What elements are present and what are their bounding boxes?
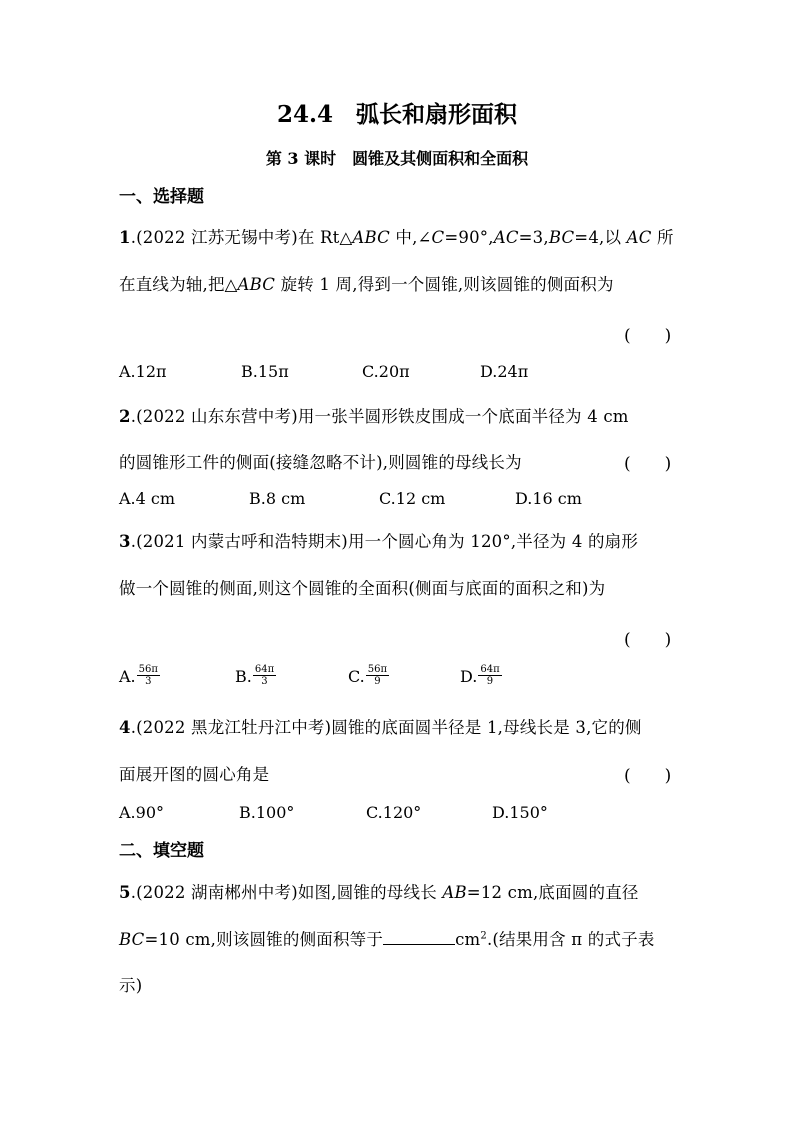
section-heading-fill: 二、填空题	[119, 841, 204, 861]
question-3-number: 3	[119, 532, 131, 551]
q5-text: .(结果用含 π 的式子表	[486, 930, 655, 949]
q1-var: C	[431, 228, 445, 247]
q3-option-b[interactable]	[235, 666, 276, 689]
q2-option-c[interactable]: C.12 cm	[379, 489, 446, 508]
q2-text: .(2022 山东东营中考)用一张半圆形铁皮围成一个底面半径为 4 cm	[130, 407, 629, 426]
q1-text: 旋转 1 周,得到一个圆锥,则该圆锥的侧面积为	[275, 275, 614, 294]
option-label: B.	[235, 667, 252, 686]
denominator: 9	[374, 676, 381, 687]
q1-text: .(2022 江苏无锡中考)在 Rt△	[130, 228, 353, 247]
q1-var: ABC	[237, 275, 276, 294]
question-4-line-2: 面展开图的圆心角是	[119, 765, 270, 784]
q2-option-b[interactable]: B.8 cm	[249, 489, 306, 508]
q5-var: BC	[119, 930, 145, 949]
answer-blank[interactable]	[383, 928, 455, 945]
option-label: A.	[119, 667, 136, 686]
q5-var: AB	[442, 883, 467, 902]
q3-text: .(2021 内蒙古呼和浩特期末)用一个圆心角为 120°,半径为 4 的扇形	[130, 532, 639, 551]
question-3-line-1	[119, 528, 638, 552]
fraction	[478, 664, 501, 687]
q1-text: 在直线为轴,把△	[119, 275, 238, 294]
denominator: 9	[486, 676, 494, 687]
q4-option-c[interactable]: C.120°	[366, 803, 422, 822]
option-label: C.	[348, 667, 365, 686]
page-title: 24.4 弧长和扇形面积	[276, 101, 518, 128]
question-1-number: 1	[119, 228, 131, 247]
q1-option-d[interactable]: D.24π	[480, 362, 529, 381]
q3-option-c[interactable]	[348, 666, 389, 689]
question-1-line-1	[119, 224, 674, 248]
section-heading-choice: 一、选择题	[119, 187, 204, 207]
question-2-line-1	[119, 403, 629, 427]
q3-option-d[interactable]	[460, 666, 502, 689]
question-1-answer-paren[interactable]: ( )	[624, 326, 672, 346]
question-5-line-3: 示)	[119, 976, 143, 995]
q1-var: BC	[548, 228, 575, 247]
q4-option-b[interactable]: B.100°	[239, 803, 295, 822]
question-4-line-1	[119, 714, 642, 738]
q4-text: .(2022 黑龙江牡丹江中考)圆锥的底面圆半径是 1,母线长是 3,它的侧	[130, 718, 642, 737]
question-5-number: 5	[119, 883, 131, 902]
q5-text: =10 cm,则该圆锥的侧面积等于	[144, 930, 384, 949]
numerator: 64π	[480, 664, 500, 675]
q1-option-b[interactable]: B.15π	[241, 362, 289, 381]
question-1-line-2	[119, 271, 614, 295]
question-4-number: 4	[119, 718, 131, 737]
fraction	[137, 664, 160, 687]
q5-text: .(2022 湖南郴州中考)如图,圆锥的母线长	[130, 883, 443, 902]
question-5-line-2	[119, 926, 655, 950]
q1-text: 所	[651, 228, 674, 247]
question-5-line-1	[119, 879, 639, 903]
denominator: 3	[261, 676, 268, 687]
denominator: 3	[145, 676, 152, 687]
numerator: 64π	[254, 664, 275, 675]
page-subtitle: 第 3 课时 圆锥及其侧面积和全面积	[265, 149, 529, 168]
q2-option-d[interactable]: D.16 cm	[515, 489, 582, 508]
q1-var: AC	[626, 228, 652, 247]
question-3-line-2: 做一个圆锥的侧面,则这个圆锥的全面积(侧面与底面的面积之和)为	[119, 579, 606, 598]
q1-var: ABC	[352, 228, 390, 247]
q4-option-a[interactable]: A.90°	[119, 803, 164, 822]
q3-option-a[interactable]	[119, 666, 160, 689]
question-2-line-2: 的圆锥形工件的侧面(接缝忽略不计),则圆锥的母线长为	[119, 453, 522, 472]
question-3-answer-paren[interactable]: ( )	[624, 630, 672, 650]
q1-text: =3,	[518, 228, 549, 247]
q5-unit-exponent: 2	[480, 930, 487, 942]
question-2-number: 2	[119, 407, 131, 426]
q4-option-d[interactable]: D.150°	[492, 803, 548, 822]
q1-option-a[interactable]: A.12π	[119, 362, 167, 381]
question-4-answer-paren[interactable]: ( )	[624, 766, 672, 786]
q1-text: 中,∠	[389, 228, 432, 247]
numerator: 56π	[367, 664, 388, 675]
q2-option-a[interactable]: A.4 cm	[119, 489, 176, 508]
q5-unit: cm	[455, 930, 481, 949]
fraction	[366, 664, 389, 687]
q1-var: AC	[493, 228, 519, 247]
numerator: 56π	[138, 664, 158, 675]
q5-text: =12 cm,底面圆的直径	[466, 883, 639, 902]
q1-option-c[interactable]: C.20π	[362, 362, 410, 381]
q1-text: =4,以	[574, 228, 627, 247]
option-label: D.	[460, 667, 478, 686]
question-2-answer-paren[interactable]: ( )	[624, 454, 672, 474]
fraction	[253, 664, 276, 687]
q1-text: =90°,	[444, 228, 494, 247]
